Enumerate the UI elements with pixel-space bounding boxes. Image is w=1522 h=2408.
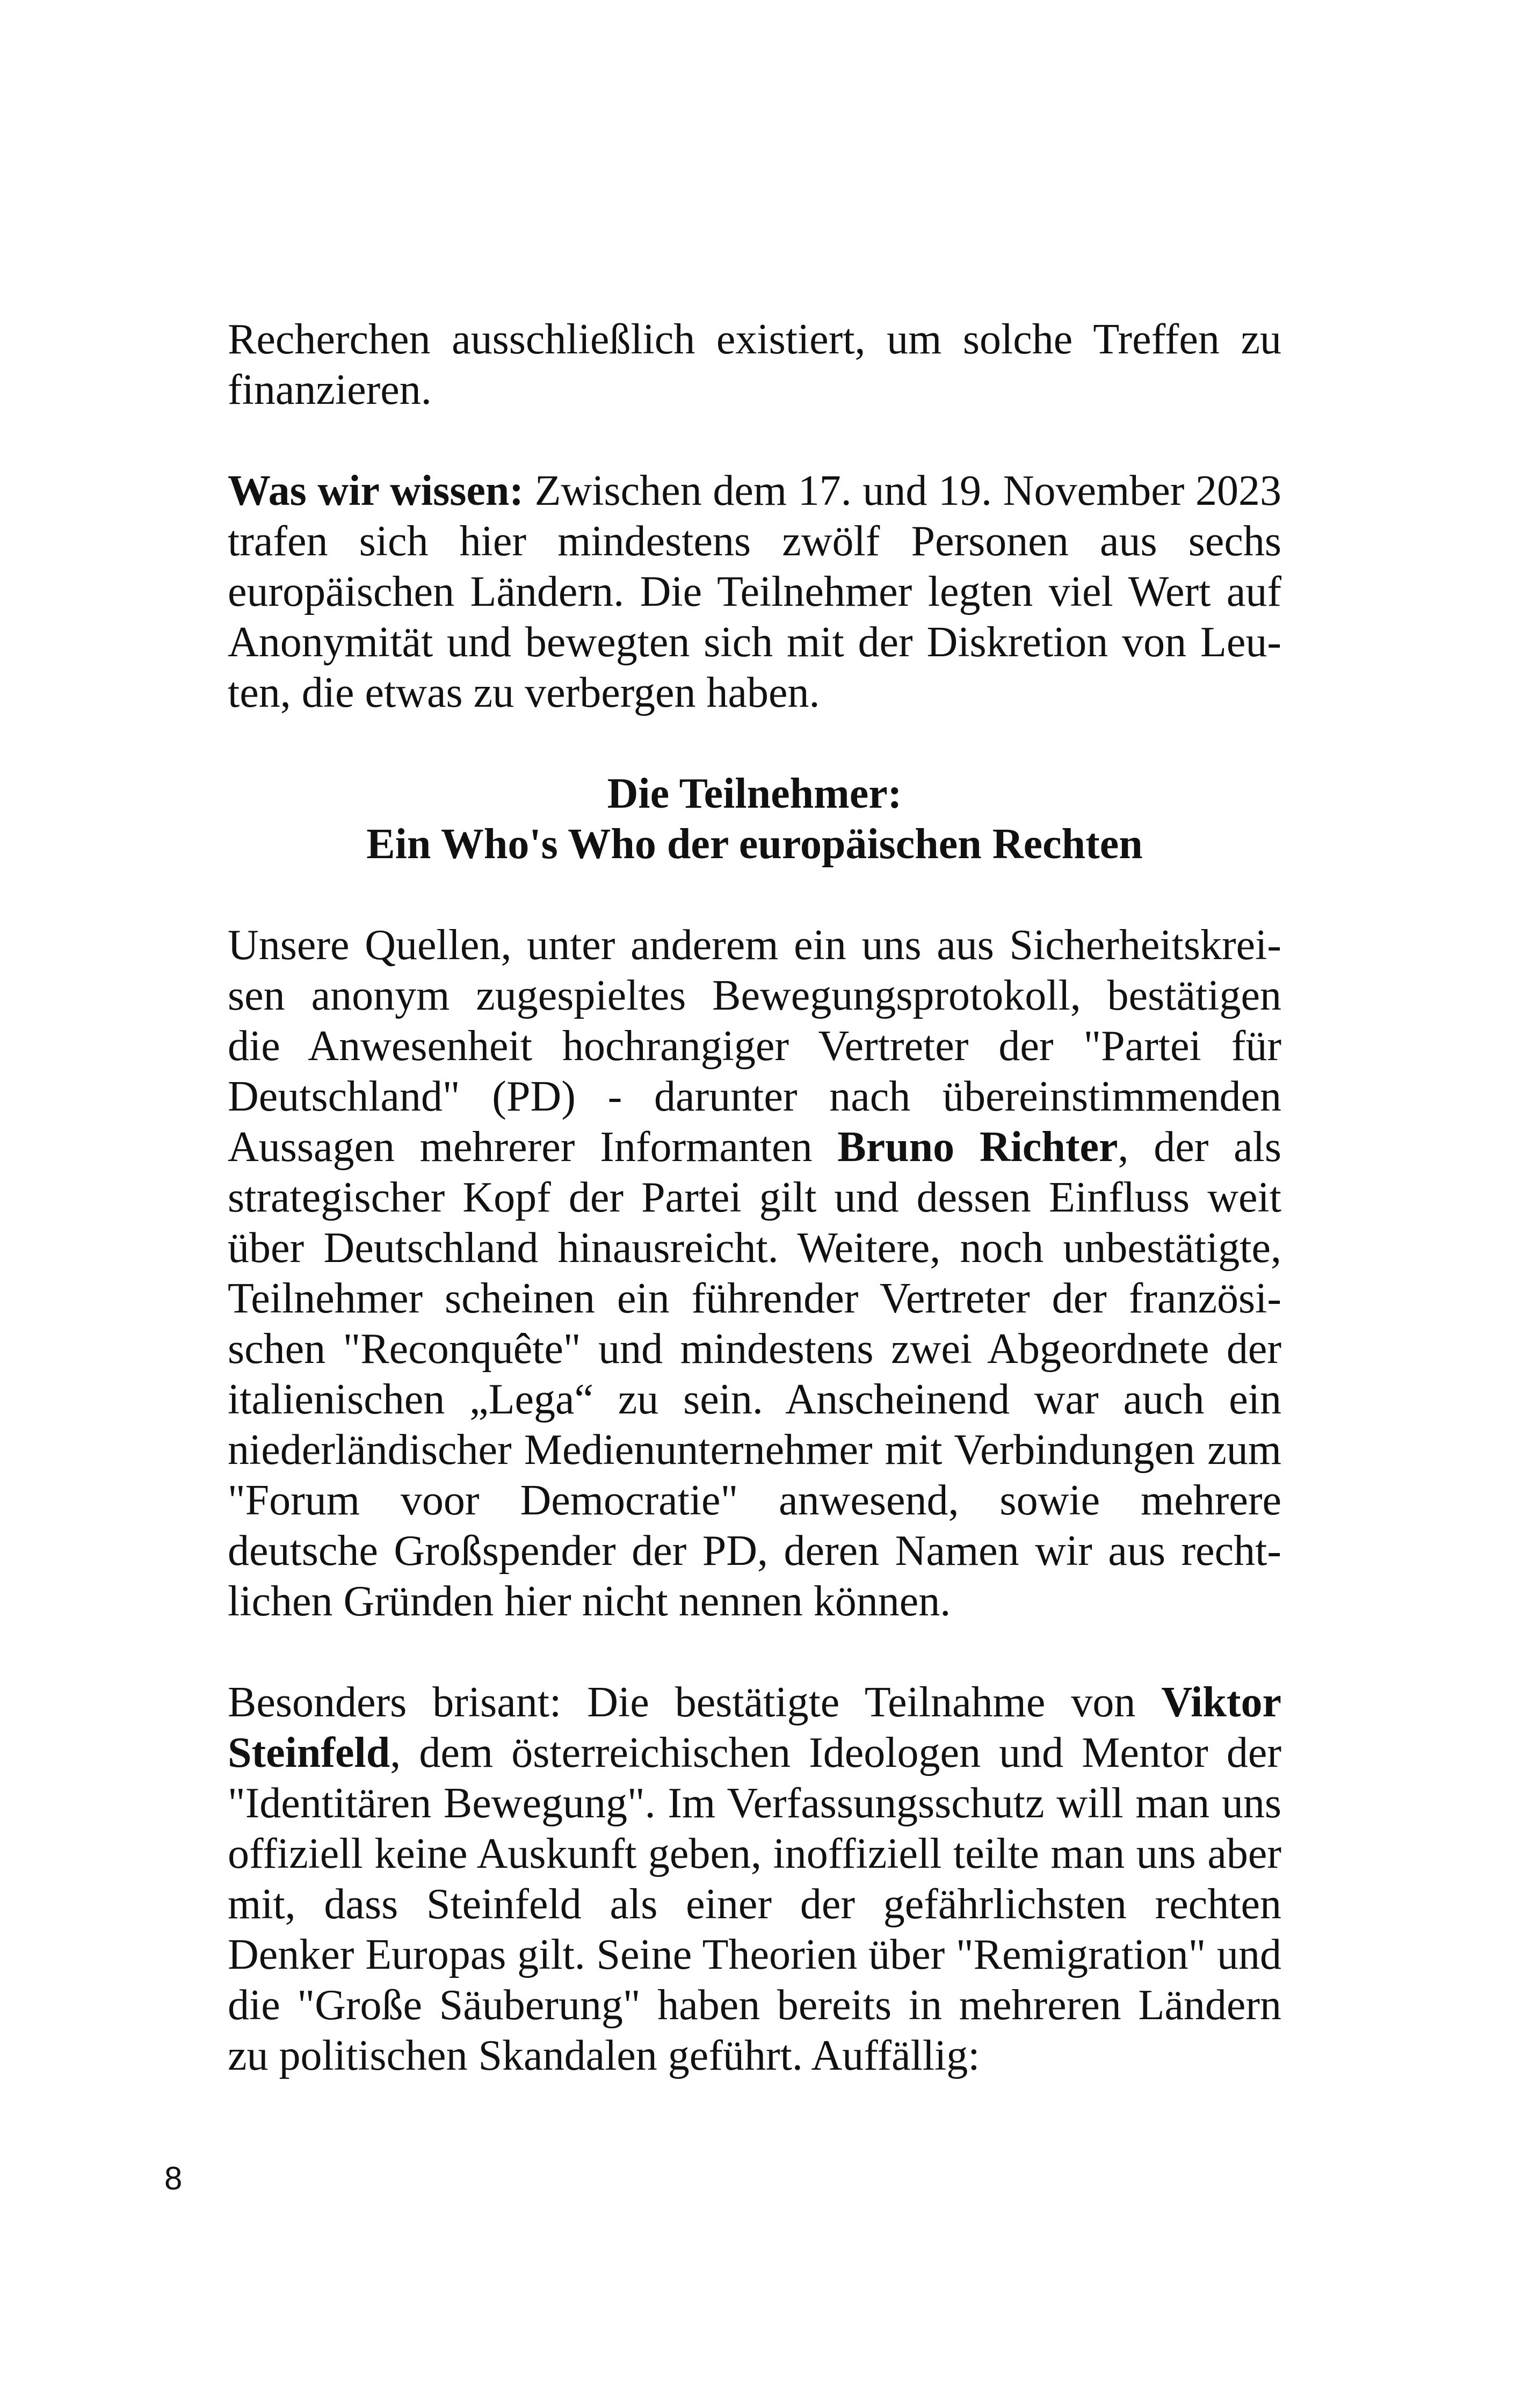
paragraph-text: , der als strategischer Kopf der Partei gilt und dessen Einfluss weit über Deutschland hinausreicht. Weitere, noch unbestätigte, Teilnehmer scheinen ein führender Vertreter der französischen "Reconquête" und mindestens zwei Abgeordnete der italienischen „Lega“ zu sein. Anscheinend war auch ein niederländischer Medienunternehmer mit Verbindungen zum "Forum voor Democratie" anwesend, sowie mehrere deutsche Großspender der PD, deren Namen wir aus rechtlichen Gründen hier nicht nennen können. bbox=[228, 1123, 1281, 1625]
paragraph-continuation bbox=[228, 314, 1281, 415]
section-heading-line-2: Ein Who's Who der europäischen Rechten bbox=[366, 821, 1143, 868]
paragraph-text: , dem österreichischen Ideologen und Mentor der "Identitären Bewegung". Im Verfassungsschutz will man uns offiziell keine Auskunft geben, inoffiziell teilte man uns aber mit, dass Steinfeld als einer der gefährlichsten rechten Denker Europas gilt. Seine Theorien über "Remigration" und die "Große Säuberung" haben bereits in mehreren Ländern zu politischen Skandalen geführt. Auffällig: bbox=[228, 1729, 1281, 2079]
paragraph-lead-bold: Was wir wissen: bbox=[228, 467, 524, 514]
bold-person-name: Viktor Steinfeld bbox=[228, 1679, 1281, 1776]
paragraph-what-we-know bbox=[228, 466, 1281, 718]
paragraph-text: Unsere Quellen, unter anderem ein uns aus Sicherheitskreisen anonym zugespieltes Bewegungsprotokoll, bestätigen die Anwesenheit hochrangiger Vertreter der "Partei für Deutschland" (PD) - darunter nach übereinstimmenden Aussagen mehrerer Informanten bbox=[228, 922, 1281, 1171]
page-number: 8 bbox=[164, 2160, 183, 2196]
paragraph-gap bbox=[228, 869, 1281, 920]
paragraph-sources bbox=[228, 920, 1281, 1627]
paragraph-text: Zwischen dem 17. und 19. November 2023 trafen sich hier mindestens zwölf Personen aus sechs europäischen Ländern. Die Teilnehmer legten viel Wert auf Anonymität und bewegten sich mit der Diskretion von Leuten, die etwas zu verbergen haben. bbox=[228, 467, 1281, 716]
paragraph-text: Recherchen ausschließlich existiert, um solche Treffen zu finanzieren. bbox=[228, 316, 1281, 414]
section-heading-line-1: Die Teilnehmer: bbox=[607, 770, 902, 817]
bold-person-name: Bruno Richter bbox=[837, 1123, 1118, 1171]
paragraph-gap bbox=[228, 415, 1281, 466]
paragraph-gap bbox=[228, 718, 1281, 768]
paragraph-gap bbox=[228, 1627, 1281, 1677]
text-column bbox=[228, 314, 1281, 2081]
paragraph-particularly-explosive bbox=[228, 1677, 1281, 2081]
paragraph-text: Besonders brisant: Die bestätigte Teilnahme von bbox=[228, 1679, 1162, 1726]
